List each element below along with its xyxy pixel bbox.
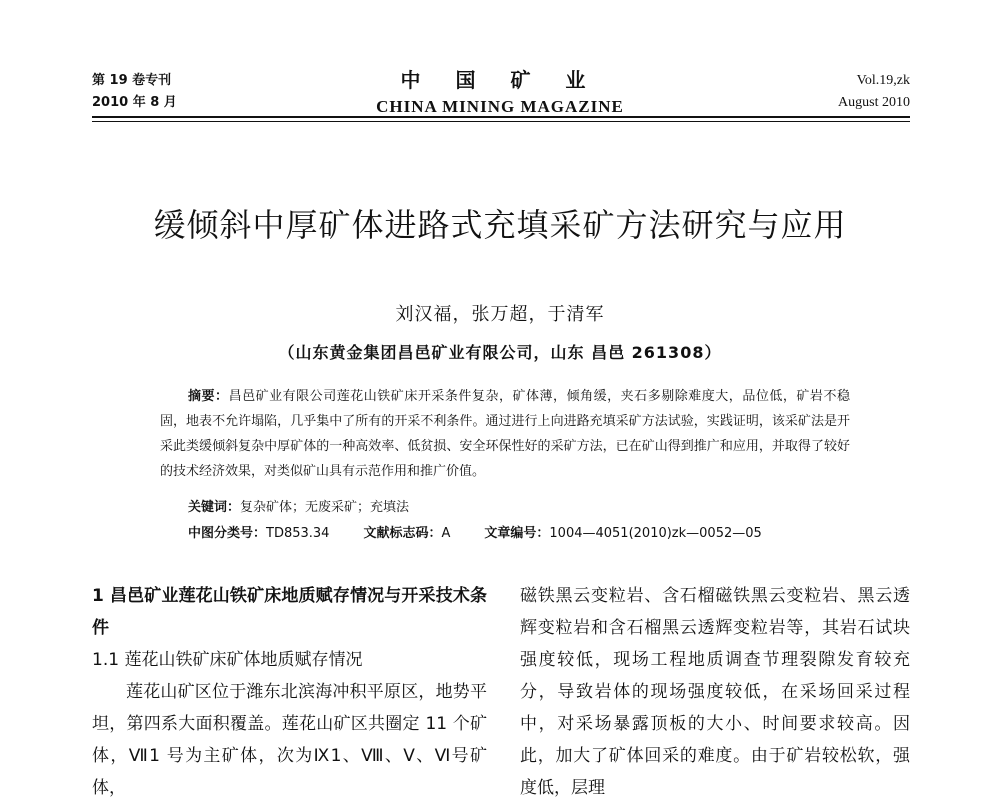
volume-label-en: Vol.19,zk: [856, 73, 910, 88]
header-rule-thick: [92, 116, 910, 118]
keywords-label: 关键词：: [188, 500, 241, 515]
body-left-column: [92, 580, 487, 804]
doc-code-value: A: [441, 526, 451, 541]
authors: 刘汉福，张万超，于清军: [395, 304, 605, 325]
journal-title-en: CHINA MINING MAGAZINE: [376, 97, 624, 116]
keywords: [188, 496, 409, 515]
article-id-value: 1004—4051(2010)zk—0052—05: [549, 526, 762, 541]
subsection-heading: 1.1 莲花山铁矿床矿体地质赋存情况: [92, 650, 363, 670]
abstract-text: 昌邑矿业有限公司莲花山铁矿床开采条件复杂，矿体薄，倾角缓，夹石多剔除难度大，品位低，矿岩不稳固，地表不允许塌陷，几乎集中了所有的开采不利条件。通过进行上向进路充填采矿方法试验，实践证明，该采矿法是开采此类缓倾斜复杂中厚矿体的一种高效率、低贫损、安全环保性好的采矿方法，已在矿山得到推广和应用，并取得了较好的技术经济效果，对类似矿山具有示范作用和推广价值。: [160, 389, 850, 479]
article-id-label: 文章编号：: [484, 526, 550, 541]
classification-line: [188, 522, 762, 541]
date-label-en: August 2010: [838, 95, 910, 110]
abstract: [160, 384, 850, 484]
clc-label: 中图分类号：: [188, 526, 267, 541]
body-paragraph-left: 莲花山矿区位于潍东北滨海冲积平原区，地势平坦，第四系大面积覆盖。莲花山矿区共圈定 11 个矿体，Ⅶ1 号为主矿体，次为Ⅸ1、Ⅷ、Ⅴ、Ⅵ号矿体，: [92, 682, 487, 798]
abstract-label: 摘要：: [188, 389, 229, 404]
affiliation: （山东黄金集团昌邑矿业有限公司，山东 昌邑 261308）: [278, 343, 722, 362]
volume-info-en: [838, 70, 910, 114]
header-rule-thin: [92, 121, 910, 122]
body-right-column: [520, 580, 910, 804]
clc-value: TD853.34: [266, 526, 330, 541]
paper-title: 缓倾斜中厚矿体进路式充填采矿方法研究与应用: [153, 206, 847, 244]
keywords-text: 复杂矿体；无废采矿；充填法: [240, 500, 410, 515]
doc-code-label: 文献标志码：: [363, 526, 442, 541]
date-label: 2010 年 8 月: [92, 95, 177, 110]
journal-title-cn: 中 国 矿 业: [400, 68, 600, 92]
section-heading: 1 昌邑矿业莲花山铁矿床地质赋存情况与开采技术条件: [92, 586, 487, 638]
volume-label: 第 19 卷专刊: [92, 73, 172, 88]
body-paragraph-right: 磁铁黑云变粒岩、含石榴磁铁黑云变粒岩、黑云透辉变粒岩和含石榴黑云透辉变粒岩等，其岩石试块强度较低，现场工程地质调查节理裂隙发育较充分，导致岩体的现场强度较低，在采场回采过程中，对采场暴露顶板的大小、时间要求较高。因此，加大了矿体回采的难度。由于矿岩较松软，强度低，层理: [520, 586, 910, 798]
